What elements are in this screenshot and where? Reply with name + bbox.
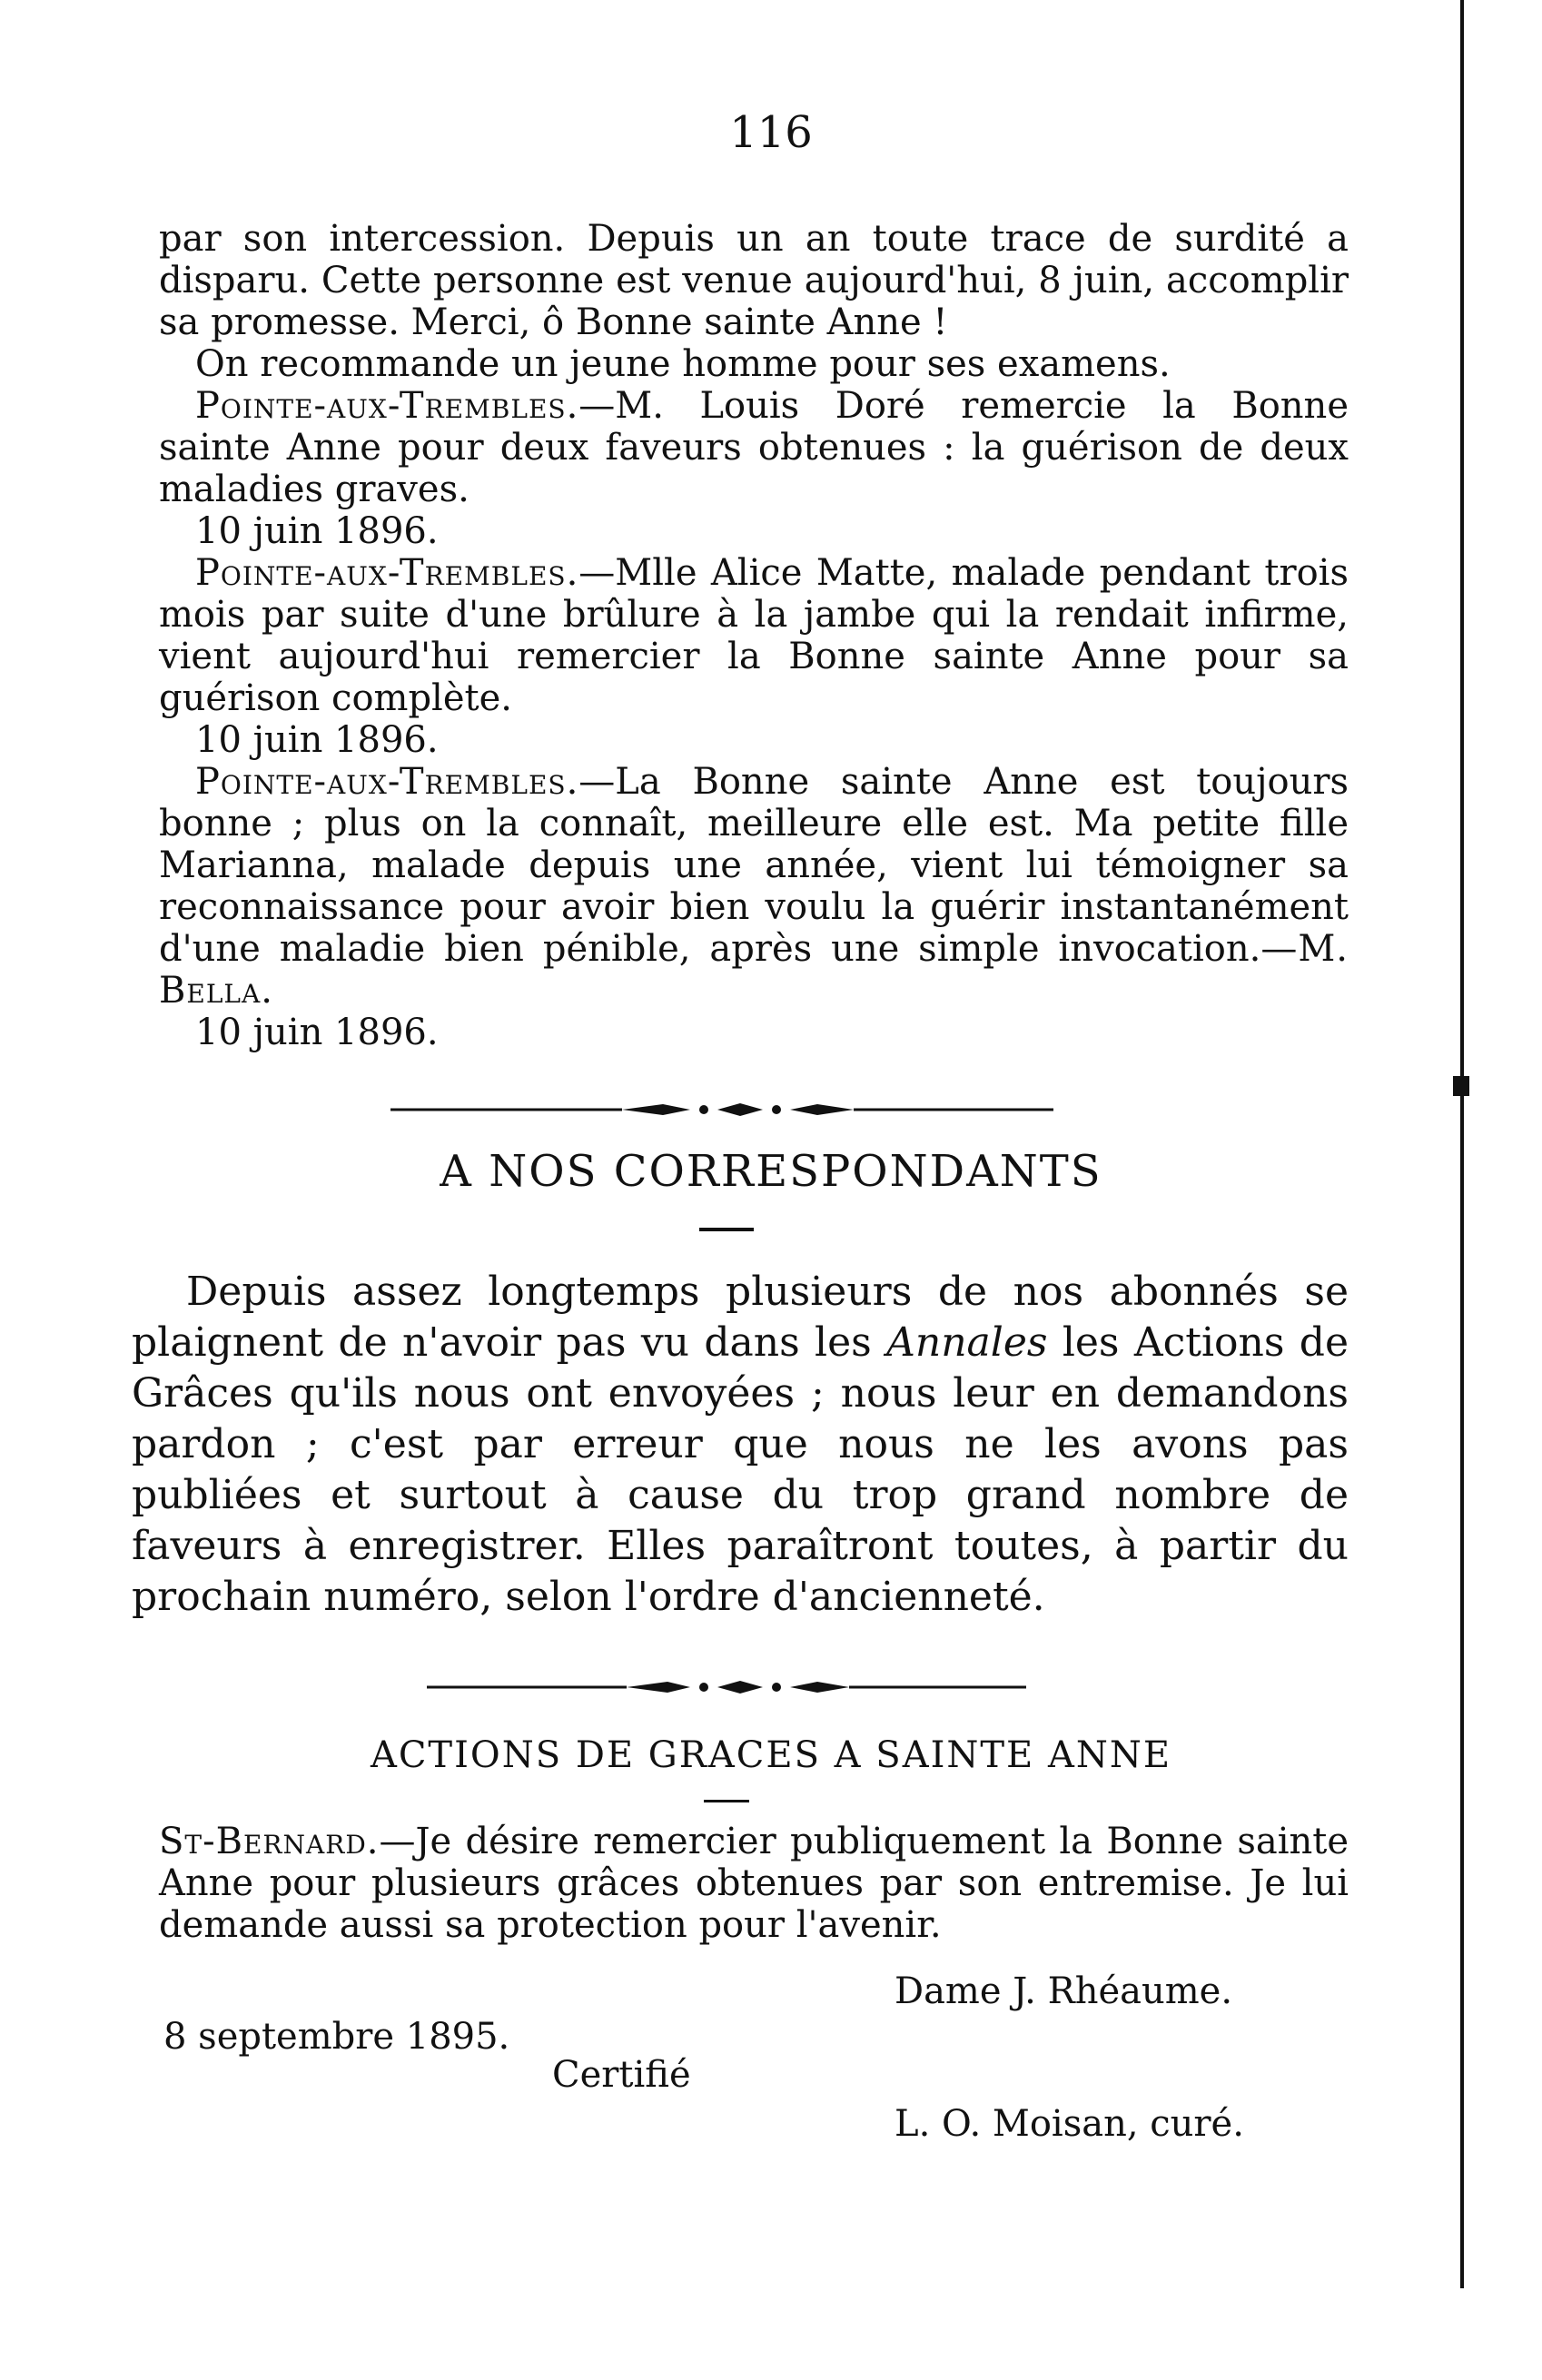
entry-text: —Je désire remercier publiquement la Bonne sainte Anne pour plusieurs grâces obtenues par son entremise. Je lui demande aussi sa protection pour l'avenir. xyxy=(159,1821,1349,1946)
testimonials-block xyxy=(159,218,1349,1053)
title-dash xyxy=(704,1800,749,1802)
entry-text: —Mlle Alice Matte, malade pendant trois mois par suite d'une brûlure à la jambe qui la rendait infirme, vient aujourd'hui remercier la Bonne sainte Anne pour sa guérison complète. xyxy=(159,552,1349,719)
correspondants-paragraph xyxy=(132,1267,1349,1623)
section-title-actions: ACTIONS DE GRACES A SAINTE ANNE xyxy=(370,1734,1172,1776)
entry-date: 10 juin 1896. xyxy=(195,719,439,761)
correspondants-italic: Annales xyxy=(886,1319,1048,1366)
margin-rule xyxy=(1460,0,1464,2288)
date-september: 8 septembre 1895. xyxy=(163,2016,510,2058)
section-title-correspondants: A NOS CORRESPONDANTS xyxy=(440,1146,1102,1197)
paragraph-intercession: par son intercession. Depuis un an toute trace de surdité a disparu. Cette personne est venue aujourd'hui, 8 juin, accomplir sa promesse. Merci, ô Bonne sainte Anne ! xyxy=(159,218,1349,343)
correspondants-text-2: les Actions de Grâces qu'ils nous ont envoyées ; nous leur en demandons pardon ; c'est par erreur que nous ne les avons pas publiées et surtout à cause du trop grand nombre de faveurs à enregistrer. Elles paraîtront toutes, à partir du prochain numéro, selon l'ordre d'ancienneté. xyxy=(132,1319,1349,1620)
entry-bella xyxy=(159,761,1349,1012)
signature-moisan: L. O. Moisan, curé. xyxy=(895,2103,1244,2145)
ornament-divider xyxy=(390,1101,1053,1119)
entry-date: 10 juin 1896. xyxy=(195,510,439,552)
actions-block xyxy=(159,1821,1349,1946)
correspondants-block xyxy=(132,1267,1349,1623)
signature-rheaume: Dame J. Rhéaume. xyxy=(895,1970,1233,2012)
entry-text: —La Bonne sainte Anne est toujours bonne ; plus on la connaît, meilleure elle est. Ma petite fille Marianna, malade depuis une année, vient lui témoigner sa reconnaissance pour avoir bien voulu la guérir instantanément d'une maladie bien pénible, après une simple invocation. xyxy=(159,761,1349,970)
entry-text: —M. Louis Doré remercie la Bonne sainte Anne pour deux faveurs obtenues : la guérison de deux maladies graves. xyxy=(159,385,1349,510)
correspondants-text-1: Depuis assez longtemps plusieurs de nos abonnés se plaignent de n'avoir pas vu dans les xyxy=(132,1269,1349,1366)
title-dash xyxy=(699,1228,754,1231)
entry-dore xyxy=(159,385,1349,510)
entry-place: Pointe-aux-Trembles. xyxy=(195,761,579,803)
entry-date: 10 juin 1896. xyxy=(195,1012,439,1053)
entry-place: Pointe-aux-Trembles. xyxy=(195,385,579,427)
entry-place: Pointe-aux-Trembles. xyxy=(195,552,579,594)
certified-label: Certifié xyxy=(552,2054,691,2096)
actions-paragraph xyxy=(159,1821,1349,1946)
paragraph-recommendation: On recommande un jeune homme pour ses examens. xyxy=(195,343,1171,385)
ornament-divider xyxy=(427,1678,1026,1696)
page-number: 116 xyxy=(729,107,813,158)
margin-mark xyxy=(1453,1076,1469,1096)
entry-signature: —M. Bella. xyxy=(159,928,1349,1012)
entry-place: St-Bernard. xyxy=(159,1821,380,1862)
entry-matte xyxy=(159,552,1349,719)
